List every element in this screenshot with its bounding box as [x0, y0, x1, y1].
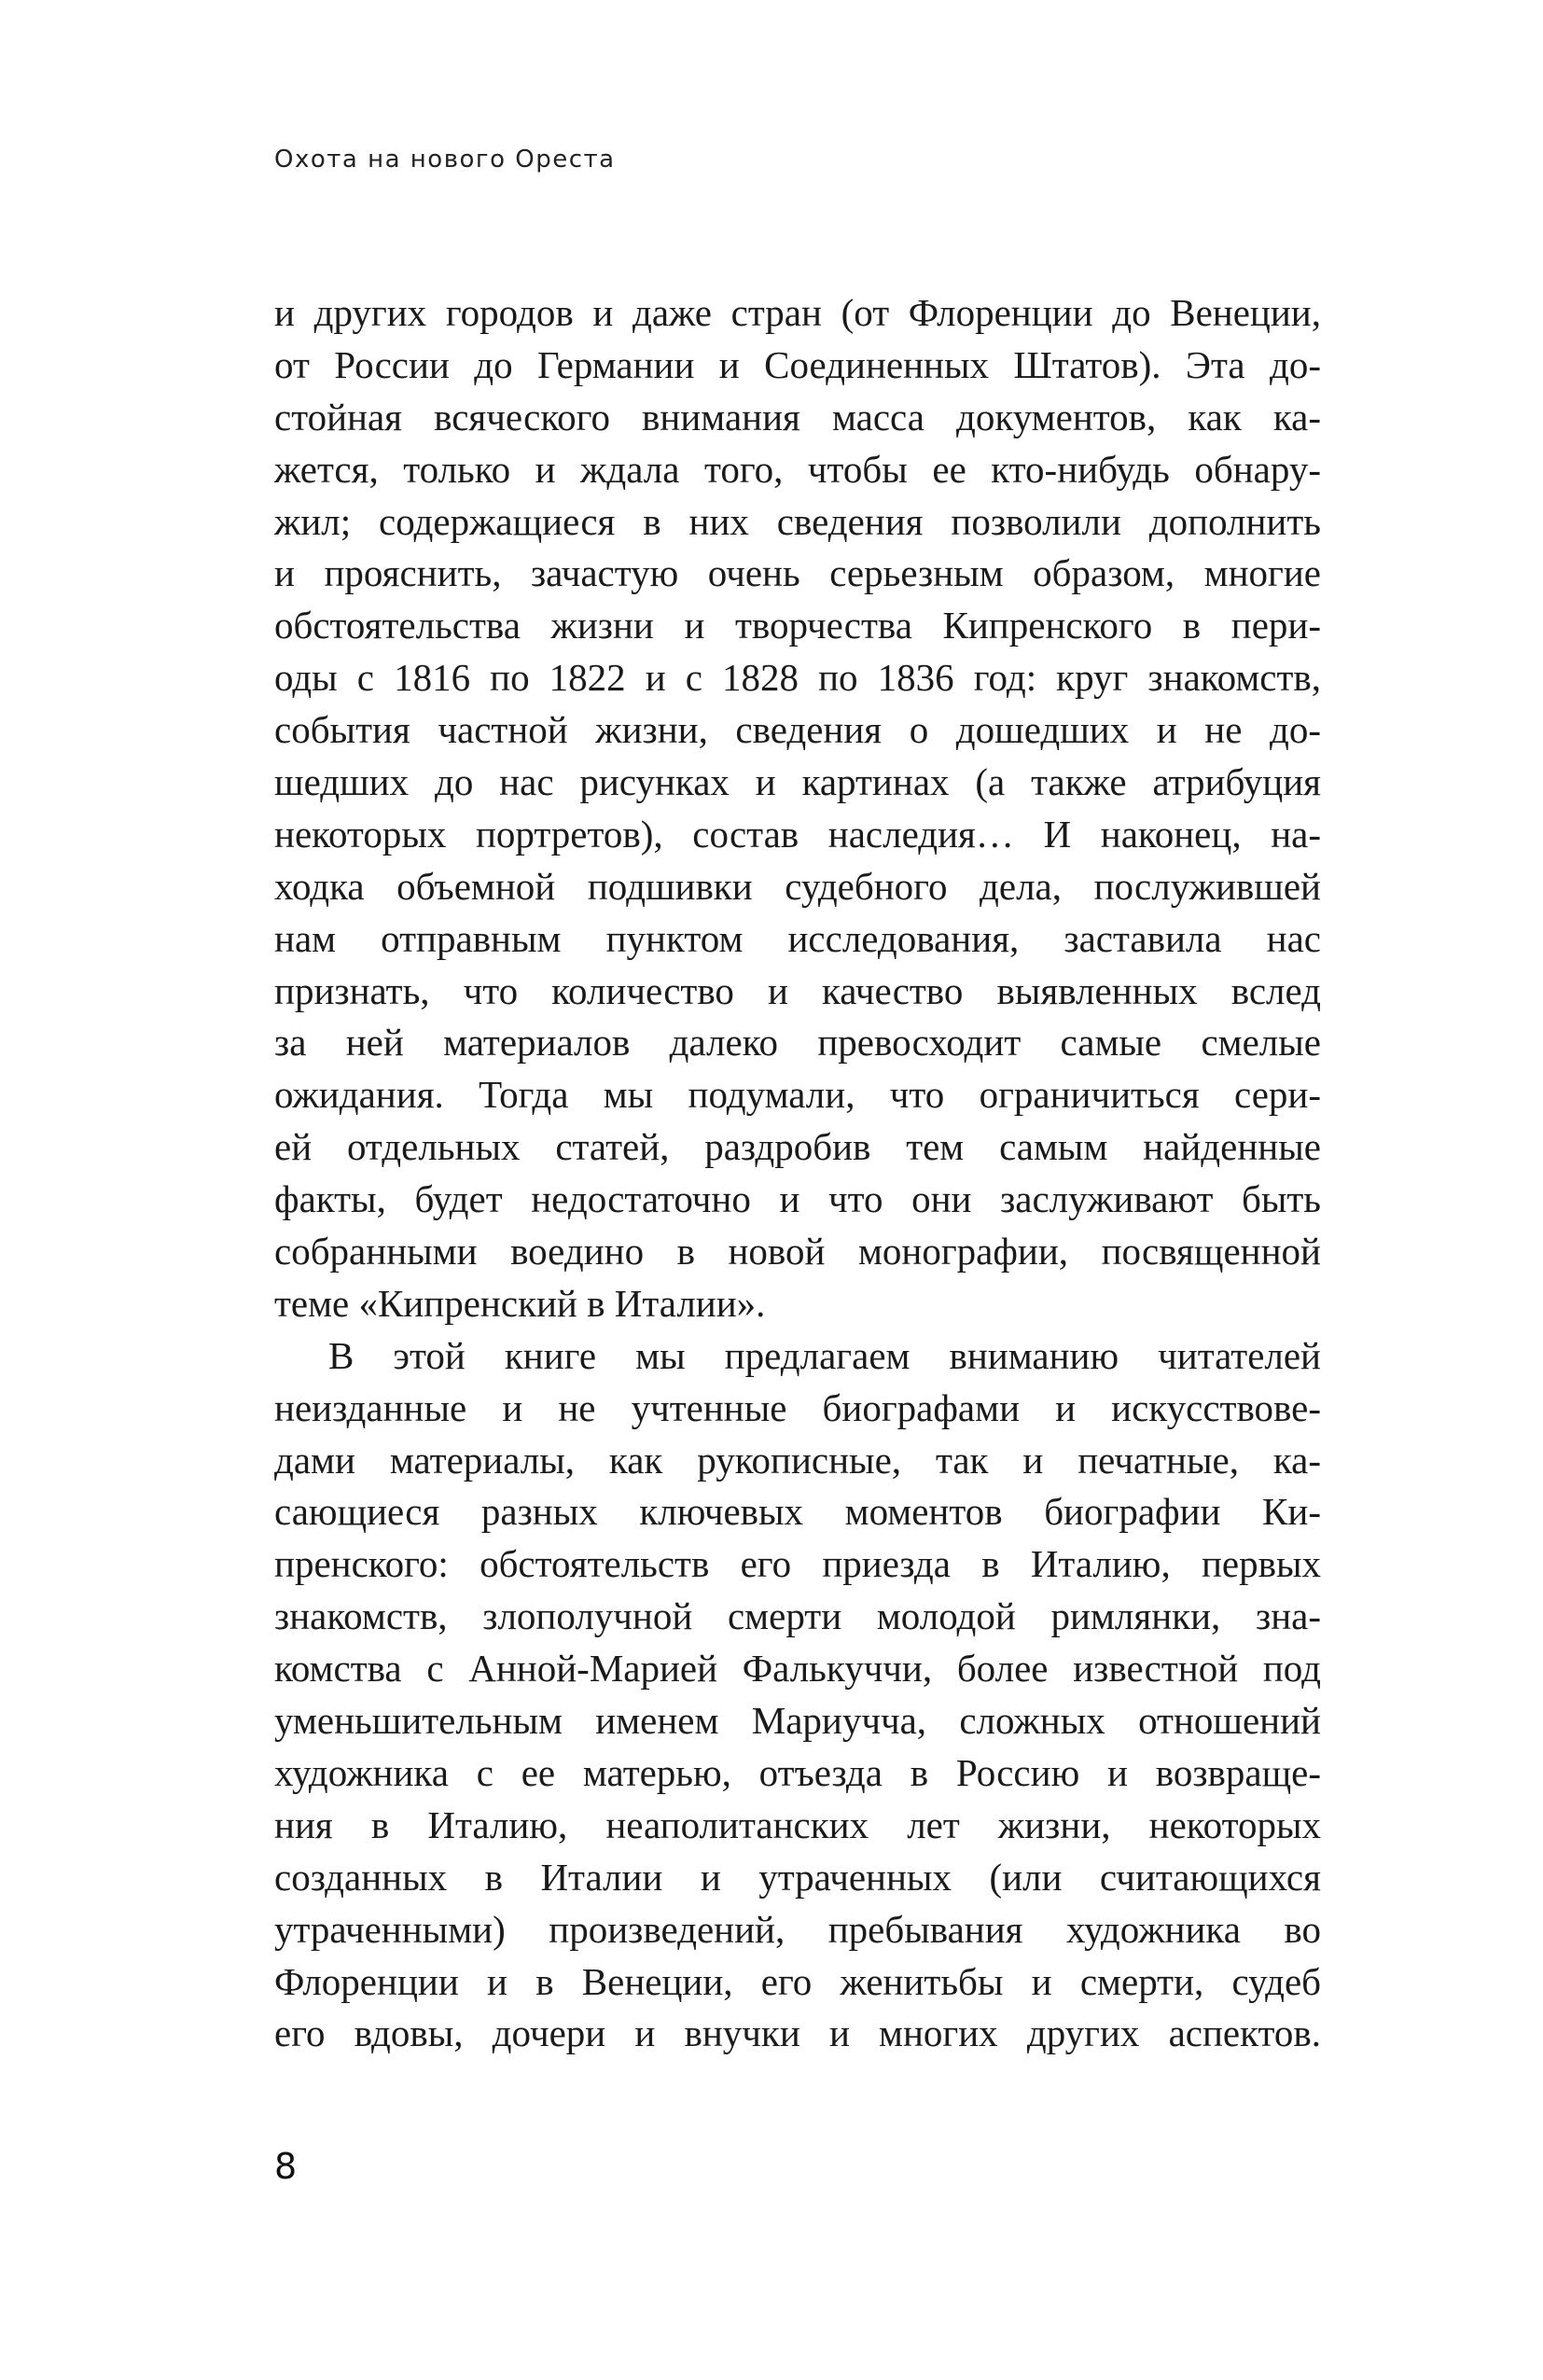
text-line: факты, будет недостаточно и что они заслуживают быть: [274, 1177, 1321, 1221]
text-line: собранными воедино в новой монографии, посвященной: [274, 1230, 1321, 1274]
text-line: художника с ее матерью, отъезда в Россию и возвраще-: [274, 1750, 1321, 1794]
text-line: оды с 1816 по 1822 и с 1828 по 1836 год: круг знакомств,: [274, 656, 1321, 700]
text-line: ния в Италию, неаполитанских лет жизни, некоторых: [274, 1802, 1321, 1846]
text-line: события частной жизни, сведения о дошедших и не до-: [274, 708, 1321, 752]
text-line: шедших до нас рисунках и картинах (а также атрибуция: [274, 760, 1321, 804]
text-line: некоторых портретов), состав наследия… И наконец, на-: [274, 812, 1321, 856]
paragraph: [274, 1330, 1321, 2060]
text-line: В этой книге мы предлагаем вниманию читателей: [328, 1333, 1321, 1377]
text-line: жил; содержащиеся в них сведения позволили дополнить: [274, 499, 1321, 543]
text-line: ожидания. Тогда мы подумали, что ограничиться сери-: [274, 1073, 1321, 1117]
text-line: уменьшительным именем Мариучча, сложных отношений: [274, 1699, 1321, 1743]
text-line: дами материалы, как рукописные, так и печатные, ка-: [274, 1438, 1321, 1482]
text-line: неизданные и не учтенные биографами и искусствове-: [274, 1385, 1321, 1429]
text-line: теме «Кипренский в Италии».: [274, 1281, 766, 1325]
text-line: знакомств, злополучной смерти молодой римлянки, зна-: [274, 1594, 1321, 1638]
text-line: жется, только и ждала того, чтобы ее кто-нибудь обнару-: [274, 447, 1321, 491]
paragraph: [274, 287, 1321, 1330]
text-line: ходка объемной подшивки судебного дела, послужившей: [274, 864, 1321, 908]
text-line: созданных в Италии и утраченных (или считающихся: [274, 1855, 1321, 1899]
text-line: и прояснить, зачастую очень серьезным образом, многие: [274, 551, 1321, 595]
text-line: его вдовы, дочери и внучки и многих других аспектов.: [274, 2011, 1321, 2055]
text-line: и других городов и даже стран (от Флоренции до Венеции,: [274, 291, 1321, 334]
text-line: пренского: обстоятельств его приезда в Италию, первых: [274, 1542, 1321, 1586]
text-line: от России до Германии и Соединенных Штатов). Эта до-: [274, 342, 1321, 386]
text-line: утраченными) произведений, пребывания художника во: [274, 1907, 1321, 1951]
text-line: сающиеся разных ключевых моментов биографии Ки-: [274, 1490, 1321, 1534]
text-line: нам отправным пунктом исследования, заставила нас: [274, 916, 1321, 960]
text-line: за ней материалов далеко превосходит самые смелые: [274, 1021, 1321, 1065]
text-line: комства с Анной-Марией Фалькуччи, более известной под: [274, 1647, 1321, 1691]
text-line: стойная всяческого внимания масса документов, как ка-: [274, 395, 1321, 438]
text-line: Флоренции и в Венеции, его женитьбы и смерти, судеб: [274, 1959, 1321, 2003]
text-line: обстоятельства жизни и творчества Кипренского в пери-: [274, 604, 1321, 647]
text-line: ей отдельных статей, раздробив тем самым найденные: [274, 1125, 1321, 1169]
text-line: признать, что количество и качество выявленных вслед: [274, 968, 1321, 1012]
body-text: [274, 287, 1321, 2060]
running-head: Охота на нового Ореста: [274, 146, 616, 174]
page-number: 8: [274, 2146, 298, 2187]
